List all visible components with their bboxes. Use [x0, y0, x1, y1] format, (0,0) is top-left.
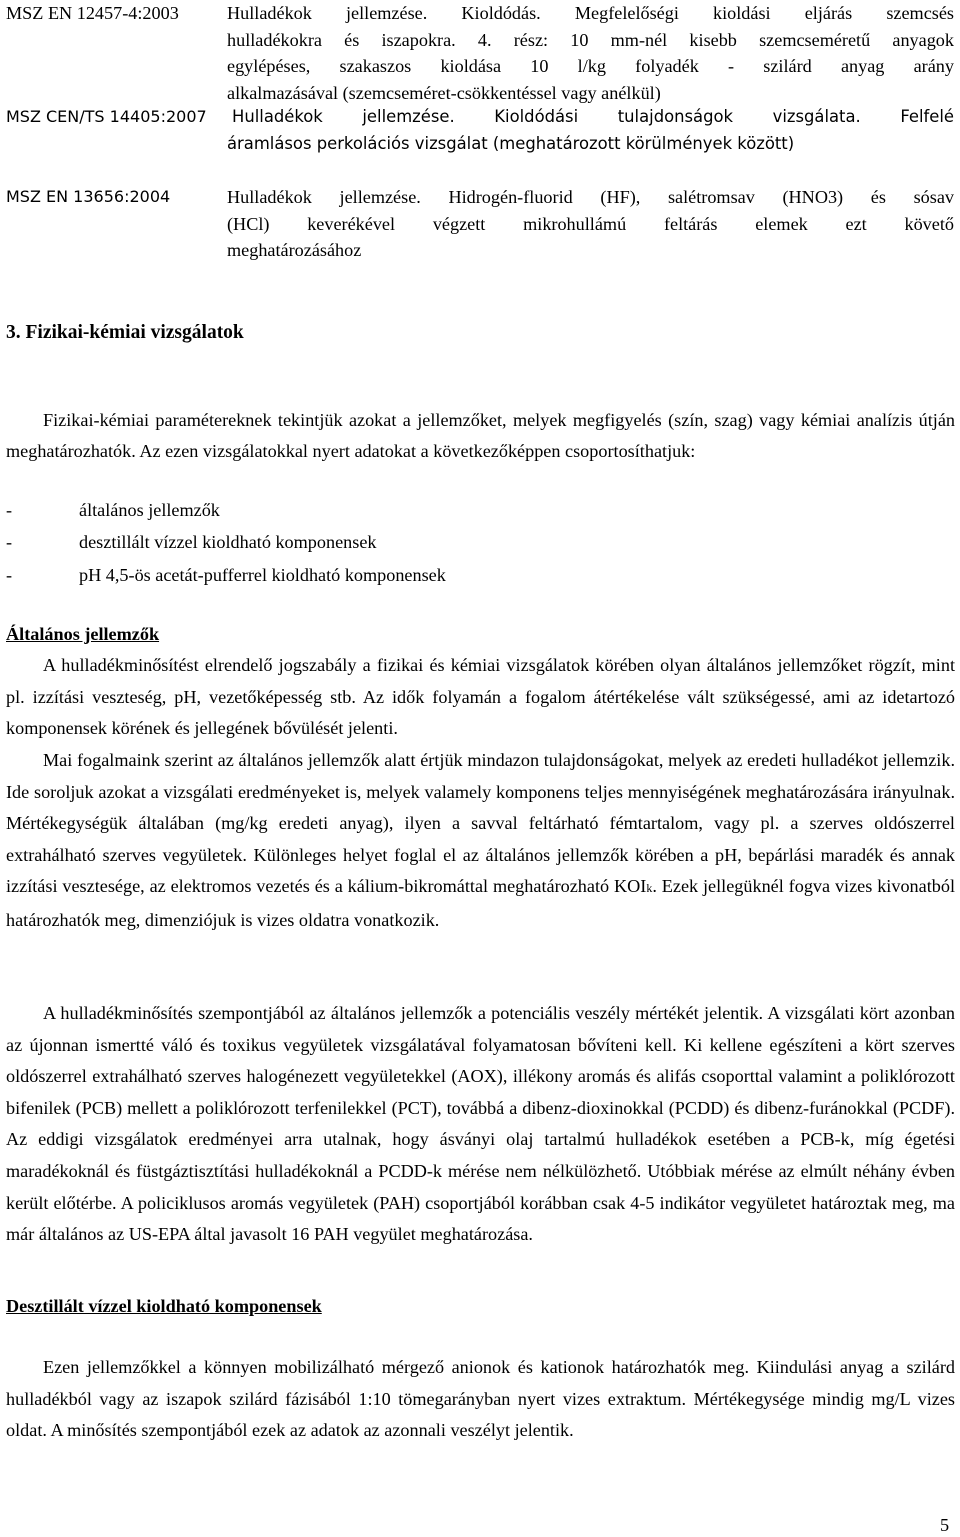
- category-list: [6, 494, 446, 591]
- list-item: [6, 526, 446, 558]
- description-line: meghatározásához: [227, 240, 362, 260]
- standard-description: [227, 104, 954, 157]
- subsection-title: Általános jellemzők: [6, 624, 160, 644]
- intro-paragraph: Fizikai-kémiai paramétereknek tekintjük azokat a jellemzőket, melyek megfigyelés (szín, szag) vagy kémiai analízis útján meghatározhatók. Az ezen vizsgálatokkal nyert adatokat a következőképpen csoportosíthatjuk:: [6, 410, 955, 461]
- list-dash: -: [6, 532, 13, 553]
- paragraph: [6, 745, 955, 937]
- koi-term: KOI: [614, 876, 647, 897]
- paragraph: A hulladékminősítést elrendelő jogszabály a fizikai és kémiai vizsgálatok körében olyan általános jellemzőket rögzít, mint pl. izzítási veszteség, pH, vezetőképesség stb. Az idők folyamán a fogalom átértékelése vált szükségessé, ami az idetartozó komponensek körének és jellegének bővülését jelenti.: [6, 655, 955, 739]
- list-dash: -: [6, 564, 13, 585]
- list-item-text: általános jellemzők: [79, 500, 220, 520]
- list-item: [6, 559, 446, 591]
- paragraph-text: . Ezek jellegüknél fogva vizes kivonatból határozhatók meg, dimenziójuk is vizes oldatra vonatkozik.: [6, 876, 956, 930]
- description-line: egylépéses, szakaszos kioldása 10 l/kg folyadék - szilárd anyag arány: [227, 56, 954, 76]
- list-item: [6, 494, 446, 526]
- koi-subscript: k: [646, 881, 653, 896]
- description-text: Hulladékok jellemzése. Kioldódási tulajdonságok vizsgálata. Felfelé: [232, 107, 954, 126]
- standard-description: [227, 184, 954, 264]
- description-line: alkalmazásával (szemcseméret-csökkentéssel vagy anélkül): [227, 82, 661, 103]
- page-number: 5: [940, 1515, 950, 1535]
- subsection-title: Desztillált vízzel kioldható komponensek: [6, 1296, 322, 1316]
- standard-code: MSZ EN 13656:2004: [6, 187, 171, 206]
- standard-code: MSZ CEN/TS 14405:2007: [6, 107, 207, 126]
- standard-description: [227, 0, 954, 106]
- list-item-text: desztillált vízzel kioldható komponensek: [79, 532, 377, 553]
- list-item-text: pH 4,5-ös acetát-pufferrel kioldható komponensek: [79, 564, 446, 585]
- paragraph: A hulladékminősítés szempontjából az általános jellemzők a potenciális veszély mértékét jelentik. A vizsgálati kört azonban az újonnan ismertté váló és toxikus vegyületek vizsgálatával folyamatosan bővíteni kell. Ki kellene egészíteni a kört szerves oldószerrel extrahálható szerves halogénezett vegyületekkel (AOX), illékony aromás és alifás csoporttal valamint a poliklórozott bifenilek (PCB) mellett a poliklórozott terfenilekkel (PCT), továbbá a dibenz-dioxinokkal (PCDD) és dibenz-furánokkal (PCDF). Az eddigi vizsgálatok eredményei arra utalnak, hogy ásványi olaj tartalmú hulladékok esetében a PCB-k, míg égetési maradékoknál és füstgáztisztítási hulladékoknál a PCDD-k mérése nem nélkülözhető. Utóbbiak mérése az elmúlt néhány évben került előtérbe. A policiklusos aromás vegyületek (PAH) csoportjából korábban csak 4-5 indikátor vegyületet határoztak meg, ma már általános az US-EPA által javasolt 16 PAH vegyület meghatározása.: [6, 1003, 955, 1245]
- description-line: [232, 104, 954, 131]
- section-title: 3. Fizikai-kémiai vizsgálatok: [6, 322, 244, 343]
- paragraph-text: Mai fogalmaink szerint az általános jellemzők alatt értjük mindazon tulajdonságokat, melyek az eredeti hulladékot jellemzik. Ide soroljuk azokat a vizsgálati eredményeket is, melyek valamely komponens teljes mennyiségének meghatározására irányulnak. Mértékegységük általában (mg/kg eredeti anyag), ilyen a savval feltárható fémtartalom, vagy pl. a szerves oldószerrel extrahálható szerves vegyületek. Különleges helyet foglal el az általános jellemzők körében a pH, bepárlási maradék és annak izzítási vesztesége, az elektromos vezetés és a kálium-bikromáttal meghatározható: [6, 750, 955, 897]
- paragraph: Ezen jellemzőkkel a könnyen mobilizálható mérgező anionok és kationok határozhatók meg. Kiindulási anyag a szilárd hulladékból vagy az iszapok szilárd fázisából 1:10 tömegarányban nyert vizes extraktum. Mértékegysége mindig mg/L vizes oldat. A minősítés szempontjából ezek az adatok az azonnali veszélyt jelentik.: [6, 1357, 955, 1441]
- description-line: áramlásos perkolációs vizsgálat (meghatározott körülmények között): [227, 133, 795, 153]
- description-line: Hulladékok jellemzése. Kioldódás. Megfelelőségi kioldási eljárás szemcsés: [227, 3, 954, 23]
- description-line: Hulladékok jellemzése. Hidrogén-fluorid (HF), salétromsav (HNO3) és sósav: [227, 187, 954, 207]
- standard-code: MSZ EN 12457-4:2003: [6, 3, 179, 23]
- list-dash: -: [6, 500, 13, 520]
- description-line: (HCl) keverékével végzett mikrohullámú feltárás elemek ezt követő: [227, 213, 954, 234]
- description-line: hulladékokra és iszapokra. 4. rész: 10 mm-nél kisebb szemcseméretű anyagok: [227, 29, 954, 50]
